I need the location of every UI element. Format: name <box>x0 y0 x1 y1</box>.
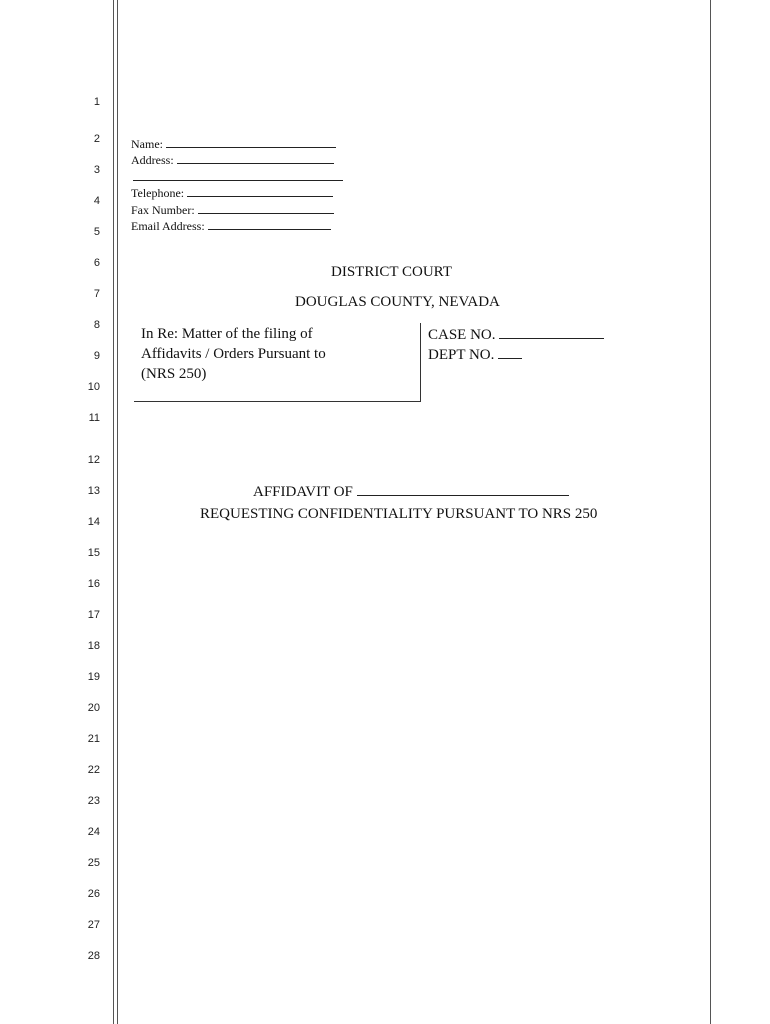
email-field-row <box>131 218 331 233</box>
line-number: 14 <box>87 516 100 528</box>
dept-number-blank[interactable] <box>498 344 522 359</box>
line-number: 8 <box>93 319 100 331</box>
line-number: 6 <box>93 257 100 269</box>
caption-line-3: (NRS 250) <box>141 366 207 382</box>
line-number: 9 <box>93 350 100 362</box>
dept-number-label: DEPT NO. <box>428 347 495 363</box>
name-blank[interactable] <box>166 136 336 148</box>
fax-blank[interactable] <box>198 202 334 214</box>
affidavit-subtitle: REQUESTING CONFIDENTIALITY PURSUANT TO NRS 250 <box>200 506 598 522</box>
line-number: 22 <box>87 764 100 776</box>
line-number: 11 <box>88 412 100 424</box>
telephone-field-row <box>131 185 333 200</box>
email-blank[interactable] <box>208 218 331 230</box>
line-number: 5 <box>93 226 100 238</box>
affiant-name-blank[interactable] <box>357 481 569 496</box>
line-number: 28 <box>87 950 100 962</box>
name-field-row <box>131 136 336 151</box>
right-margin-rule <box>710 0 711 1024</box>
line-number: 18 <box>87 640 100 652</box>
line-number: 13 <box>87 485 100 497</box>
line-number: 26 <box>87 888 100 900</box>
left-margin-rule-outer <box>113 0 114 1024</box>
affidavit-title-row <box>253 481 569 501</box>
address-field-row <box>131 152 334 167</box>
line-number: 15 <box>87 547 100 559</box>
line-number: 19 <box>87 671 100 683</box>
telephone-blank[interactable] <box>187 185 333 197</box>
telephone-label: Telephone: <box>131 186 185 200</box>
caption-line-2: Affidavits / Orders Pursuant to <box>141 346 326 362</box>
case-number-row <box>428 324 604 345</box>
line-number: 2 <box>93 133 100 145</box>
caption-line-1: In Re: Matter of the filing of <box>141 326 313 342</box>
caption-divider-vertical <box>420 323 421 402</box>
email-label: Email Address: <box>131 219 205 233</box>
dept-number-row <box>428 344 522 365</box>
court-name: DISTRICT COURT <box>331 264 452 280</box>
line-number: 23 <box>87 795 100 807</box>
line-number: 16 <box>87 578 100 590</box>
line-number: 10 <box>87 381 100 393</box>
line-number: 4 <box>93 195 100 207</box>
caption-divider-bottom <box>134 401 421 402</box>
line-number: 27 <box>87 919 100 931</box>
line-number: 20 <box>87 702 100 714</box>
fax-field-row <box>131 202 334 217</box>
court-county: DOUGLAS COUNTY, NEVADA <box>295 294 500 310</box>
line-number: 17 <box>87 609 100 621</box>
address-blank[interactable] <box>177 152 334 164</box>
line-number: 3 <box>93 164 100 176</box>
line-number: 25 <box>87 857 100 869</box>
fax-label: Fax Number: <box>131 203 195 217</box>
address-line-2-blank[interactable] <box>133 180 343 181</box>
affidavit-title: AFFIDAVIT OF <box>253 484 353 500</box>
line-number: 7 <box>93 288 100 300</box>
address-label: Address: <box>131 153 174 167</box>
name-label: Name: <box>131 137 163 151</box>
left-margin-rule-inner <box>117 0 118 1024</box>
case-number-label: CASE NO. <box>428 327 496 343</box>
line-number: 1 <box>93 96 100 108</box>
case-number-blank[interactable] <box>499 324 604 339</box>
line-number: 24 <box>87 826 100 838</box>
line-number: 21 <box>87 733 100 745</box>
line-number: 12 <box>87 454 100 466</box>
